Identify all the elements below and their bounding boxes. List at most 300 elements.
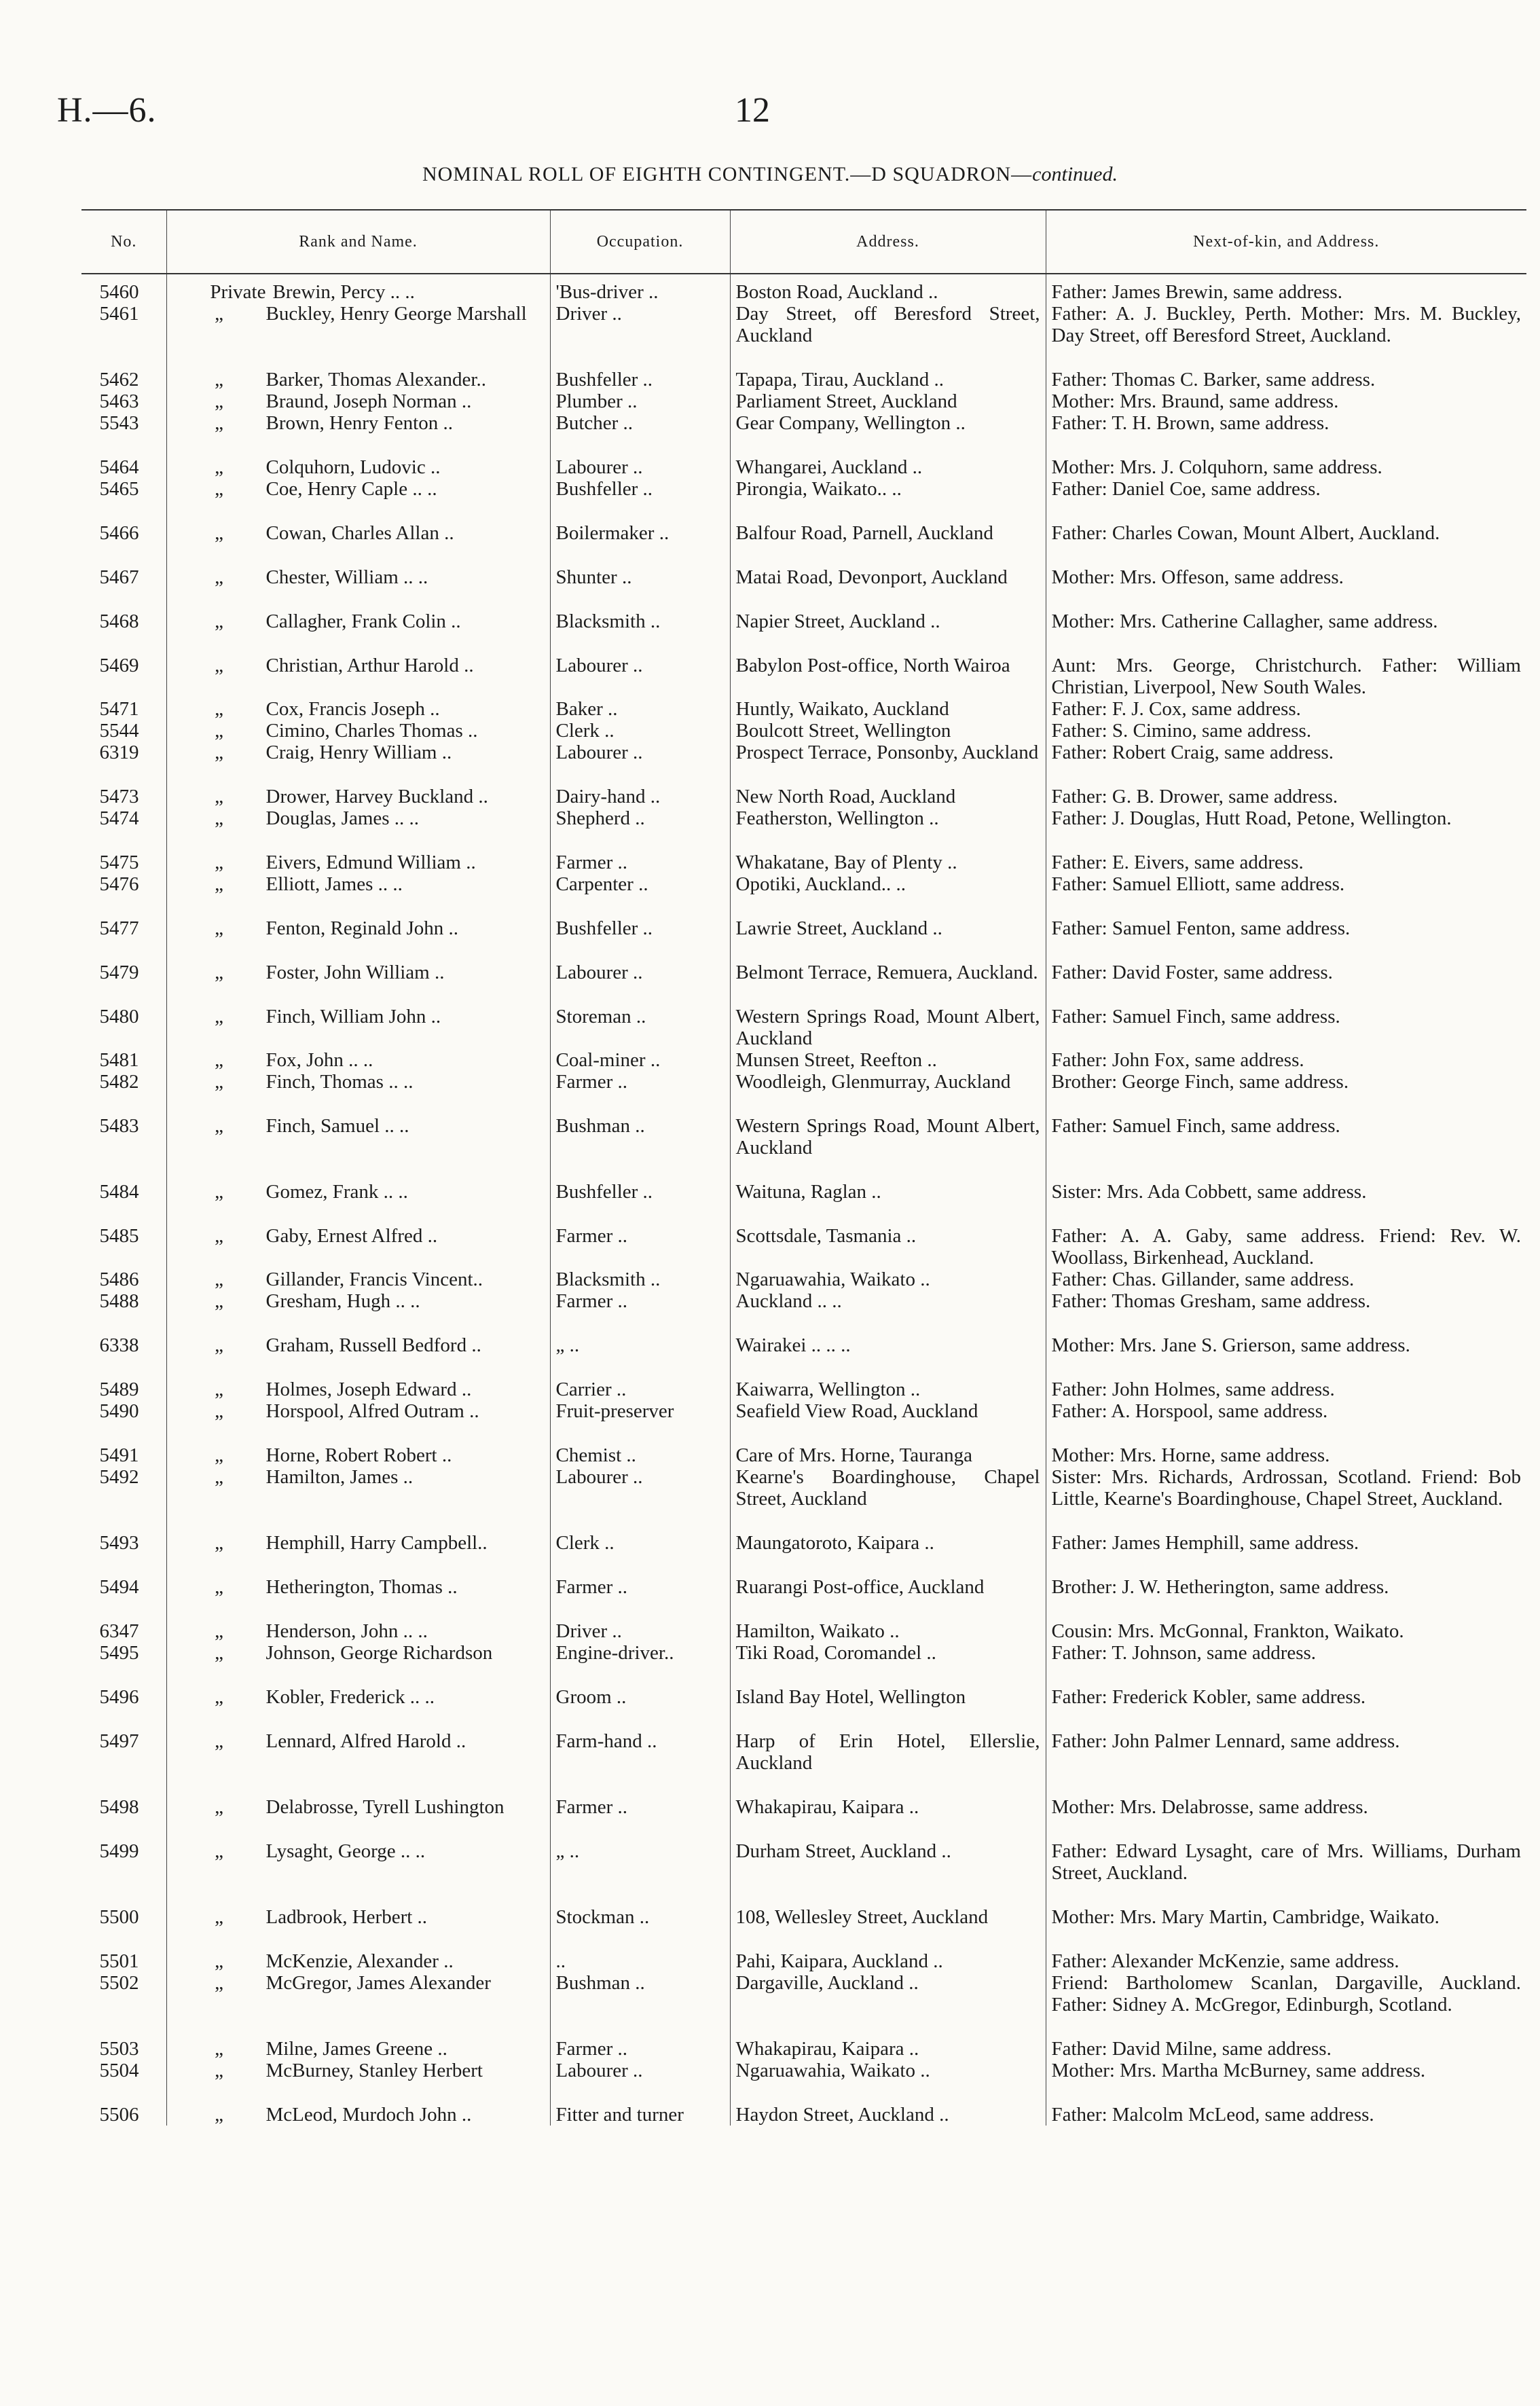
rank-name-wrapper [172, 1181, 545, 1203]
occupation-cell: Dairy-hand .. [550, 763, 730, 807]
row-number-cell: 5488 [99, 1290, 139, 1312]
table-row [81, 720, 1526, 742]
address-cell: Pahi, Kaipara, Auckland .. [730, 1928, 1046, 1972]
soldier-name: Gillander, Francis Vincent.. [265, 1269, 483, 1290]
soldier-name: McBurney, Stanley Herbert [265, 2060, 483, 2081]
next-of-kin-cell: Mother: Mrs. Jane S. Grierson, same address. [1046, 1312, 1526, 1356]
table-row [81, 412, 1526, 434]
soldier-name: Johnson, George Richardson [265, 1642, 493, 1664]
next-of-kin-cell: Father: Alexander McKenzie, same address. [1046, 1928, 1526, 1972]
rank-name-wrapper [172, 303, 545, 325]
row-number-cell: 5483 [99, 1115, 139, 1137]
rank-label: „ [215, 720, 223, 742]
column-header-no: No. [81, 210, 166, 274]
table-row [81, 390, 1526, 412]
address-cell: 108, Wellesley Street, Auckland [730, 1884, 1046, 1928]
occupation-cell: Bushfeller .. [550, 1159, 730, 1203]
table-row [81, 1818, 1526, 1884]
row-number-cell: 5494 [99, 1576, 139, 1598]
soldier-name: Foster, John William .. [265, 962, 445, 983]
table-row [81, 544, 1526, 588]
table-row [81, 632, 1526, 698]
row-number-cell: 5482 [99, 1071, 139, 1093]
rank-name-cell [166, 1159, 550, 1203]
soldier-name: Chester, William .. .. [265, 566, 428, 588]
rank-name-cell [166, 1290, 550, 1312]
rank-name-wrapper [172, 1532, 545, 1554]
rank-label: „ [215, 2104, 223, 2126]
table-row [81, 1884, 1526, 1928]
soldier-name: Cimino, Charles Thomas .. [265, 720, 478, 742]
address-cell: Durham Street, Auckland .. [730, 1818, 1046, 1884]
soldier-name: Gaby, Ernest Alfred .. [265, 1225, 438, 1247]
next-of-kin-cell: Mother: Mrs. Delabrosse, same address. [1046, 1774, 1526, 1818]
address-cell: Balfour Road, Parnell, Auckland [730, 500, 1046, 544]
soldier-name: Kobler, Frederick .. .. [265, 1686, 435, 1708]
table-row [81, 807, 1526, 829]
rank-name-wrapper [172, 566, 545, 588]
rank-name-wrapper [172, 2060, 545, 2081]
next-of-kin-cell: Father: Thomas C. Barker, same address. [1046, 346, 1526, 390]
occupation-cell: Fruit-preserver [550, 1400, 730, 1422]
row-number-cell: 5499 [99, 1840, 139, 1862]
row-number-cell: 5484 [99, 1181, 139, 1203]
address-cell: Huntly, Waikato, Auckland [730, 698, 1046, 720]
occupation-cell: Carrier .. [550, 1356, 730, 1400]
occupation-cell: Carpenter .. [550, 873, 730, 895]
occupation-cell: 'Bus-driver .. [550, 274, 730, 303]
rank-label: „ [215, 1796, 223, 1818]
rank-label: „ [215, 369, 223, 390]
occupation-cell: Blacksmith .. [550, 588, 730, 632]
rank-name-cell [166, 1093, 550, 1159]
next-of-kin-cell: Father: Thomas Gresham, same address. [1046, 1290, 1526, 1312]
soldier-name: Braund, Joseph Norman .. [265, 390, 472, 412]
soldier-name: Fenton, Reginald John .. [265, 917, 459, 939]
next-of-kin-cell: Aunt: Mrs. George, Christchurch. Father: William Christian, Liverpool, New South Wales. [1046, 632, 1526, 698]
address-cell: Western Springs Road, Mount Albert, Auckland [730, 1093, 1046, 1159]
occupation-cell: Labourer .. [550, 939, 730, 983]
rank-name-cell [166, 478, 550, 500]
rank-label: „ [215, 2038, 223, 2060]
occupation-cell: Groom .. [550, 1664, 730, 1708]
rank-name-wrapper [172, 1444, 545, 1466]
row-number-cell: 5480 [99, 1006, 139, 1027]
rank-label: „ [215, 456, 223, 478]
row-number-cell: 5503 [99, 2038, 139, 2060]
table-header-row [81, 210, 1526, 274]
row-number-cell: 5477 [99, 917, 139, 939]
soldier-name: Horspool, Alfred Outram .. [265, 1400, 479, 1422]
occupation-cell: Stockman .. [550, 1884, 730, 1928]
rank-name-wrapper [172, 1115, 545, 1137]
table-row [81, 1466, 1526, 1510]
rank-label: Private [210, 281, 266, 303]
next-of-kin-cell: Father: Malcolm McLeod, same address. [1046, 2081, 1526, 2126]
soldier-name: Hetherington, Thomas .. [265, 1576, 458, 1598]
next-of-kin-cell: Father: John Palmer Lennard, same address. [1046, 1708, 1526, 1774]
rank-name-cell [166, 2016, 550, 2060]
address-cell: Lawrie Street, Auckland .. [730, 895, 1046, 939]
address-cell: Munsen Street, Reefton .. [730, 1049, 1046, 1071]
rank-label: „ [215, 1620, 223, 1642]
address-cell: Babylon Post-office, North Wairoa [730, 632, 1046, 698]
rank-name-wrapper [172, 478, 545, 500]
soldier-name: Finch, Samuel .. .. [265, 1115, 409, 1137]
address-cell: Pirongia, Waikato.. .. [730, 478, 1046, 500]
soldier-name: Graham, Russell Bedford .. [265, 1334, 481, 1356]
soldier-name: McLeod, Murdoch John .. [265, 2104, 472, 2126]
soldier-name: Cox, Francis Joseph .. [265, 698, 440, 720]
table-row [81, 1049, 1526, 1071]
occupation-cell: Bushman .. [550, 1972, 730, 2016]
column-header-address: Address. [730, 210, 1046, 274]
address-cell: Day Street, off Beresford Street, Auckland [730, 303, 1046, 346]
table-row [81, 895, 1526, 939]
row-number-cell: 6319 [99, 742, 139, 763]
row-number-cell: 5498 [99, 1796, 139, 1818]
rank-label: „ [215, 566, 223, 588]
soldier-name: Lysaght, George .. .. [265, 1840, 426, 1862]
rank-name-cell [166, 1400, 550, 1422]
rank-name-wrapper [172, 390, 545, 412]
rank-label: „ [215, 1379, 223, 1400]
row-number-cell: 5468 [99, 610, 139, 632]
next-of-kin-cell: Mother: Mrs. Catherine Callagher, same address. [1046, 588, 1526, 632]
rank-name-wrapper [172, 655, 545, 676]
rank-name-wrapper [172, 281, 545, 303]
next-of-kin-cell: Father: Samuel Elliott, same address. [1046, 873, 1526, 895]
address-cell: Maungatoroto, Kaipara .. [730, 1510, 1046, 1554]
rank-label: „ [215, 1269, 223, 1290]
next-of-kin-cell: Father: Daniel Coe, same address. [1046, 478, 1526, 500]
address-cell: Tapapa, Tirau, Auckland .. [730, 346, 1046, 390]
rank-name-wrapper [172, 786, 545, 807]
soldier-name: Christian, Arthur Harold .. [265, 655, 474, 676]
rank-name-wrapper [172, 1290, 545, 1312]
rank-name-wrapper [172, 412, 545, 434]
rank-name-cell [166, 500, 550, 544]
column-header-next-of-kin: Next-of-kin, and Address. [1046, 210, 1526, 274]
rank-label: „ [215, 522, 223, 544]
occupation-cell: Farmer .. [550, 1774, 730, 1818]
rank-name-cell [166, 1708, 550, 1774]
row-number-cell: 5463 [99, 390, 139, 412]
table-row [81, 2081, 1526, 2126]
table-row [81, 873, 1526, 895]
next-of-kin-cell: Father: James Hemphill, same address. [1046, 1510, 1526, 1554]
rank-name-cell [166, 1071, 550, 1093]
table-row [81, 2060, 1526, 2081]
rank-label: „ [215, 1686, 223, 1708]
rank-name-cell [166, 1664, 550, 1708]
rank-name-wrapper [172, 1379, 545, 1400]
row-number-cell: 5481 [99, 1049, 139, 1071]
rank-name-cell [166, 390, 550, 412]
occupation-cell: Labourer .. [550, 742, 730, 763]
next-of-kin-cell: Father: John Fox, same address. [1046, 1049, 1526, 1071]
rank-label: „ [215, 1642, 223, 1664]
rank-name-cell [166, 1642, 550, 1664]
soldier-name: Ladbrook, Herbert .. [265, 1906, 428, 1928]
next-of-kin-cell: Mother: Mrs. Martha McBurney, same address. [1046, 2060, 1526, 2081]
soldier-name: Gomez, Frank .. .. [265, 1181, 408, 1203]
next-of-kin-cell: Father: Samuel Finch, same address. [1046, 1093, 1526, 1159]
soldier-name: Colquhorn, Ludovic .. [265, 456, 441, 478]
soldier-name: Elliott, James .. .. [265, 873, 403, 895]
address-cell: Waituna, Raglan .. [730, 1159, 1046, 1203]
rank-name-cell [166, 1774, 550, 1818]
table-row [81, 1972, 1526, 2016]
table-row [81, 1664, 1526, 1708]
heading-main: NOMINAL ROLL OF EIGHTH CONTINGENT.—D SQUADRON— [422, 163, 1033, 185]
rank-name-cell [166, 544, 550, 588]
table-row [81, 1290, 1526, 1312]
rank-name-cell [166, 939, 550, 983]
address-cell: Seafield View Road, Auckland [730, 1400, 1046, 1422]
rank-name-wrapper [172, 1796, 545, 1818]
rank-name-cell [166, 346, 550, 390]
soldier-name: McGregor, James Alexander [265, 1972, 491, 1994]
table-row [81, 303, 1526, 346]
rank-label: „ [215, 852, 223, 873]
rank-name-wrapper [172, 698, 545, 720]
rank-name-cell [166, 412, 550, 434]
table-row [81, 274, 1526, 303]
next-of-kin-cell: Father: A. J. Buckley, Perth. Mother: Mrs. M. Buckley, Day Street, off Beresford Street, Auckland. [1046, 303, 1526, 346]
rank-label: „ [215, 698, 223, 720]
rank-name-cell [166, 1269, 550, 1290]
next-of-kin-cell: Mother: Mrs. J. Colquhorn, same address. [1046, 434, 1526, 478]
occupation-cell: Boilermaker .. [550, 500, 730, 544]
next-of-kin-cell: Father: A. Horspool, same address. [1046, 1400, 1526, 1422]
column-header-occupation: Occupation. [550, 210, 730, 274]
address-cell: Whakapirau, Kaipara .. [730, 2016, 1046, 2060]
rank-name-wrapper [172, 1334, 545, 1356]
table-row [81, 1642, 1526, 1664]
rank-name-cell [166, 1466, 550, 1510]
rank-name-wrapper [172, 1049, 545, 1071]
rank-label: „ [215, 1115, 223, 1137]
rank-label: „ [215, 1576, 223, 1598]
rank-name-cell [166, 720, 550, 742]
row-number-cell: 5465 [99, 478, 139, 500]
rank-name-cell [166, 829, 550, 873]
address-cell: Woodleigh, Glenmurray, Auckland [730, 1071, 1046, 1093]
address-cell: Kaiwarra, Wellington .. [730, 1356, 1046, 1400]
address-cell: Island Bay Hotel, Wellington [730, 1664, 1046, 1708]
rank-name-cell [166, 274, 550, 303]
table-row [81, 1093, 1526, 1159]
rank-name-wrapper [172, 1576, 545, 1598]
occupation-cell: Blacksmith .. [550, 1269, 730, 1290]
address-cell: Auckland .. .. [730, 1290, 1046, 1312]
table-row [81, 1928, 1526, 1972]
occupation-cell: Labourer .. [550, 1466, 730, 1510]
rank-name-wrapper [172, 742, 545, 763]
occupation-cell: Farmer .. [550, 1071, 730, 1093]
rank-label: „ [215, 655, 223, 676]
row-number-cell: 5460 [99, 281, 139, 303]
address-cell: Care of Mrs. Horne, Tauranga [730, 1422, 1046, 1466]
rank-name-cell [166, 2081, 550, 2126]
rank-name-wrapper [172, 610, 545, 632]
rank-name-cell [166, 1510, 550, 1554]
rank-name-wrapper [172, 1642, 545, 1664]
rank-name-cell [166, 1356, 550, 1400]
rank-name-wrapper [172, 852, 545, 873]
rank-label: „ [215, 1840, 223, 1862]
soldier-name: Lennard, Alfred Harold .. [265, 1730, 466, 1752]
rank-label: „ [215, 610, 223, 632]
table-row [81, 698, 1526, 720]
rank-label: „ [215, 303, 223, 325]
soldier-name: Milne, James Greene .. [265, 2038, 447, 2060]
rank-label: „ [215, 1006, 223, 1027]
table-row [81, 1400, 1526, 1422]
soldier-name: Craig, Henry William .. [265, 742, 452, 763]
soldier-name: Gresham, Hugh .. .. [265, 1290, 420, 1312]
row-number-cell: 5467 [99, 566, 139, 588]
row-number-cell: 6338 [99, 1334, 139, 1356]
row-number-cell: 5501 [99, 1950, 139, 1972]
table-row [81, 1269, 1526, 1290]
next-of-kin-cell: Friend: Bartholomew Scanlan, Dargaville, Auckland. Father: Sidney A. McGregor, Edinburgh, Scotland. [1046, 1972, 1526, 2016]
rank-name-wrapper [172, 720, 545, 742]
soldier-name: Douglas, James .. .. [265, 807, 420, 829]
address-cell: Dargaville, Auckland .. [730, 1972, 1046, 2016]
rank-name-cell [166, 1554, 550, 1598]
soldier-name: Coe, Henry Caple .. .. [265, 478, 437, 500]
soldier-name: Buckley, Henry George Marshall [265, 303, 527, 325]
row-number-cell: 5493 [99, 1532, 139, 1554]
address-cell: Whakapirau, Kaipara .. [730, 1774, 1046, 1818]
row-number-cell: 5496 [99, 1686, 139, 1708]
table-row [81, 1356, 1526, 1400]
occupation-cell: Labourer .. [550, 632, 730, 698]
occupation-cell: Engine-driver.. [550, 1642, 730, 1664]
soldier-name: Finch, William John .. [265, 1006, 441, 1027]
occupation-cell: Clerk .. [550, 1510, 730, 1554]
table-row [81, 983, 1526, 1049]
rank-label: „ [215, 1181, 223, 1203]
rank-label: „ [215, 1730, 223, 1752]
occupation-cell: Driver .. [550, 303, 730, 346]
rank-name-wrapper [172, 1950, 545, 1972]
rank-name-wrapper [172, 807, 545, 829]
next-of-kin-cell: Sister: Mrs. Richards, Ardrossan, Scotland. Friend: Bob Little, Kearne's Boardinghouse, Chapel Street, Auckland. [1046, 1466, 1526, 1510]
rank-name-cell [166, 873, 550, 895]
heading-suffix: continued. [1032, 163, 1118, 185]
rank-name-cell [166, 1312, 550, 1356]
next-of-kin-cell: Father: E. Eivers, same address. [1046, 829, 1526, 873]
rank-name-wrapper [172, 1269, 545, 1290]
rank-label: „ [215, 1950, 223, 1972]
address-cell: Parliament Street, Auckland [730, 390, 1046, 412]
occupation-cell: Farm-hand .. [550, 1708, 730, 1774]
rank-name-wrapper [172, 522, 545, 544]
rank-name-wrapper [172, 1225, 545, 1247]
rank-label: „ [215, 1290, 223, 1312]
occupation-cell: Farmer .. [550, 1290, 730, 1312]
soldier-name: Finch, Thomas .. .. [265, 1071, 414, 1093]
rank-name-wrapper [172, 1972, 545, 1994]
rank-label: „ [215, 1444, 223, 1466]
rank-label: „ [215, 478, 223, 500]
rank-label: „ [215, 742, 223, 763]
next-of-kin-cell: Cousin: Mrs. McGonnal, Frankton, Waikato. [1046, 1598, 1526, 1642]
rank-name-cell [166, 1203, 550, 1269]
occupation-cell: Clerk .. [550, 720, 730, 742]
rank-label: „ [215, 1906, 223, 1928]
rank-name-cell [166, 588, 550, 632]
rank-name-wrapper [172, 1620, 545, 1642]
soldier-name: Eivers, Edmund William .. [265, 852, 476, 873]
table-row [81, 1598, 1526, 1642]
table-row [81, 346, 1526, 390]
occupation-cell: Farmer .. [550, 2016, 730, 2060]
next-of-kin-cell: Father: S. Cimino, same address. [1046, 720, 1526, 742]
occupation-cell: Driver .. [550, 1598, 730, 1642]
table-row [81, 500, 1526, 544]
next-of-kin-cell: Mother: Mrs. Offeson, same address. [1046, 544, 1526, 588]
table-row [81, 1203, 1526, 1269]
address-cell: Tiki Road, Coromandel .. [730, 1642, 1046, 1664]
rank-label: „ [215, 873, 223, 895]
rank-label: „ [215, 917, 223, 939]
soldier-name: Brown, Henry Fenton .. [265, 412, 453, 434]
row-number-cell: 5475 [99, 852, 139, 873]
row-number-cell: 5490 [99, 1400, 139, 1422]
rank-name-wrapper [172, 1686, 545, 1708]
soldier-name: Drower, Harvey Buckland .. [265, 786, 488, 807]
table-row [81, 939, 1526, 983]
table-row [81, 1554, 1526, 1598]
table-row [81, 1422, 1526, 1466]
next-of-kin-cell: Brother: George Finch, same address. [1046, 1071, 1526, 1093]
row-number-cell: 5502 [99, 1972, 139, 1994]
table-body [81, 274, 1526, 2126]
address-cell: Boulcott Street, Wellington [730, 720, 1046, 742]
next-of-kin-cell: Father: Chas. Gillander, same address. [1046, 1269, 1526, 1290]
next-of-kin-cell: Father: John Holmes, same address. [1046, 1356, 1526, 1400]
row-number-cell: 5479 [99, 962, 139, 983]
row-number-cell: 5469 [99, 655, 139, 676]
next-of-kin-cell: Father: T. Johnson, same address. [1046, 1642, 1526, 1664]
row-number-cell: 5474 [99, 807, 139, 829]
occupation-cell: Shunter .. [550, 544, 730, 588]
row-number-cell: 5476 [99, 873, 139, 895]
soldier-name: Henderson, John .. .. [265, 1620, 428, 1642]
rank-label: „ [215, 1400, 223, 1422]
row-number-cell: 5486 [99, 1269, 139, 1290]
rank-name-cell [166, 1818, 550, 1884]
document-code: H.—6. [57, 91, 157, 130]
soldier-name: Horne, Robert Robert .. [265, 1444, 452, 1466]
rank-name-cell [166, 807, 550, 829]
row-number-cell: 5500 [99, 1906, 139, 1928]
rank-name-cell [166, 303, 550, 346]
soldier-name: Brewin, Percy .. .. [272, 281, 415, 303]
rank-label: „ [215, 962, 223, 983]
row-number-cell: 5504 [99, 2060, 139, 2081]
rank-name-cell [166, 632, 550, 698]
rank-label: „ [215, 2060, 223, 2081]
rank-name-wrapper [172, 962, 545, 983]
rank-name-wrapper [172, 456, 545, 478]
row-number-cell: 5491 [99, 1444, 139, 1466]
occupation-cell: .. [550, 1928, 730, 1972]
